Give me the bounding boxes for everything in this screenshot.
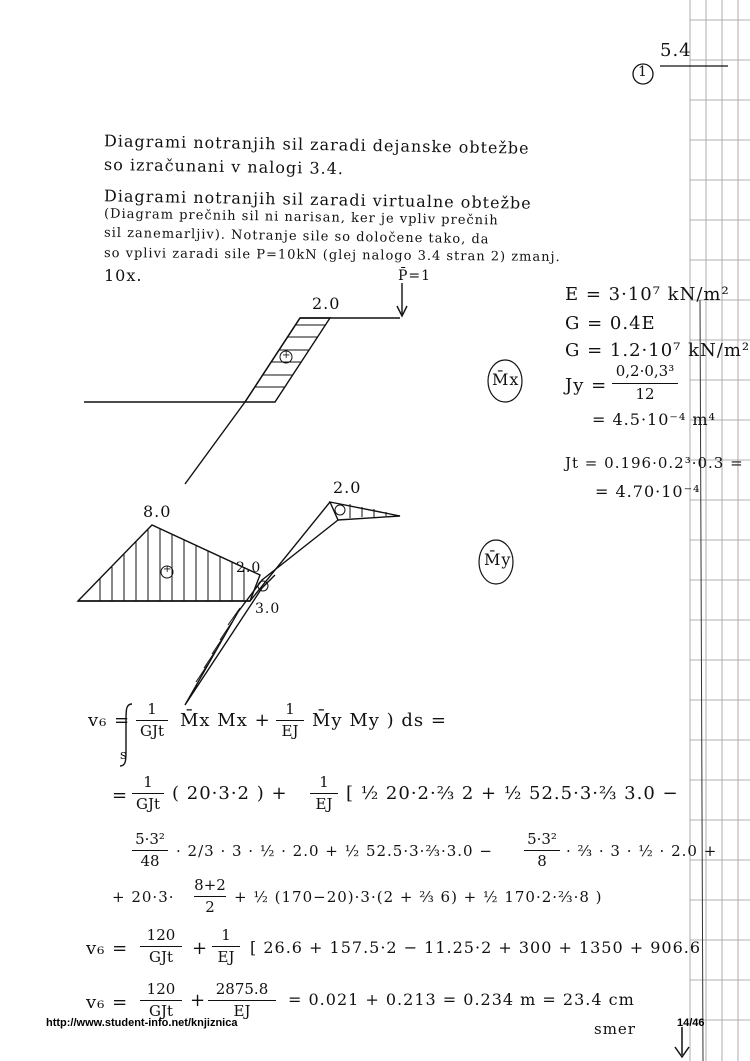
- intro-line-6: so vplivi zaradi sile P=10kN (glej nalogo 3.4 stran 2) zmanj.: [103, 246, 561, 265]
- my-value-top: 2.0: [333, 478, 362, 497]
- eq2-b-bar: [310, 793, 338, 794]
- eq3-a-bar: [132, 850, 168, 851]
- my-diagram-name: M̄y: [484, 550, 512, 569]
- eq5-plus: +: [192, 938, 209, 959]
- eq2-a-bar: [132, 793, 164, 794]
- eq3-a: · 2/3 · 3 · ½ · 2.0 + ½ 52.5·3·⅔·3.0 −: [176, 842, 493, 860]
- eq1-mid: M̄x Mx +: [180, 710, 271, 731]
- eq6-direction: smer: [594, 1020, 636, 1038]
- eq2-a-den: GJt: [135, 795, 161, 813]
- footer-page-number: 14/46: [677, 1017, 705, 1029]
- eq6-a-num: 120: [146, 980, 176, 998]
- eq5-a-den: GJt: [148, 948, 174, 966]
- eq5-lhs: v₆ =: [86, 938, 129, 959]
- my-value-mid: 2.0: [236, 560, 262, 576]
- eq6-a-den: GJt: [148, 1002, 174, 1020]
- const-jy-lhs: Jy =: [565, 375, 608, 396]
- direction-arrow-icon: [670, 1025, 694, 1061]
- intro-line-2: so izračunani v nalogi 3.4.: [103, 154, 345, 179]
- intro-line-4: (Diagram prečnih sil ni narisan, ker je vpliv prečnih: [103, 206, 499, 229]
- eq3-b-num: 5·3²: [527, 830, 557, 848]
- const-jy-result: = 4.5·10⁻⁴ m⁴: [592, 410, 716, 429]
- my-sign: +: [163, 564, 173, 575]
- my-value-low: 3.0: [255, 601, 281, 617]
- circled-number: 1: [638, 64, 648, 80]
- const-jy-bar: [612, 383, 678, 384]
- const-jt: Jt = 0.196·0.2³·0.3 =: [565, 454, 744, 472]
- eq6-result: = 0.021 + 0.213 = 0.234 m = 23.4 cm: [288, 990, 635, 1009]
- eq5-c-bar: [212, 946, 240, 947]
- const-jt-result: = 4.70·10⁻⁴: [595, 482, 701, 501]
- mx-sign: +: [282, 350, 292, 361]
- eq4-b-den: 2: [205, 898, 215, 916]
- eq2-b-num: 1: [319, 773, 329, 791]
- intro-line-5: sil zanemarljiv). Notranje sile so določene tako, da: [103, 225, 490, 248]
- eq4-b-bar: [194, 896, 226, 897]
- eq6-lhs: v₆ =: [86, 992, 129, 1013]
- intro-line-7: 10x.: [104, 266, 143, 285]
- eq3-a-den: 48: [140, 852, 160, 870]
- eq1-t2-num: 1: [285, 700, 295, 718]
- eq1-t1-num: 1: [147, 700, 157, 718]
- eq4-a: + 20·3·: [112, 888, 175, 906]
- eq3-b: · ⅔ · 3 · ½ · 2.0 +: [566, 842, 718, 860]
- eq1-t1-bar: [136, 720, 168, 721]
- mx-value-label: 2.0: [312, 294, 341, 313]
- eq4-b-num: 8+2: [194, 876, 226, 894]
- eq1-t2-den: EJ: [281, 722, 299, 740]
- eq6-b-den: EJ: [233, 1002, 251, 1020]
- page-label: 5.4: [660, 40, 692, 61]
- eq4-c: + ½ (170−20)·3·(2 + ⅔ 6) + ½ 170·2·⅔·8 ): [234, 888, 603, 906]
- mx-load-label: P̄=1: [398, 268, 432, 284]
- eq2-b: [ ½ 20·2·⅔ 2 + ½ 52.5·3·⅔ 3.0 −: [346, 783, 679, 804]
- my-value-left: 8.0: [143, 502, 172, 521]
- const-e: E = 3·10⁷ kN/m²: [565, 284, 730, 305]
- eq2-b-den: EJ: [315, 795, 333, 813]
- eq6-a-bar: [140, 1000, 182, 1001]
- eq2-a: ( 20·3·2 ) +: [172, 783, 288, 804]
- eq6-plus: +: [190, 990, 207, 1011]
- const-jy-num: 0,2·0,3³: [615, 362, 675, 380]
- eq5-a-bar: [140, 946, 182, 947]
- eq3-a-num: 5·3²: [135, 830, 165, 848]
- eq5-d: [ 26.6 + 157.5·2 − 11.25·2 + 300 + 1350 + 906.6: [250, 938, 702, 957]
- eq3-b-den: 8: [537, 852, 547, 870]
- eq5-c-num: 1: [221, 926, 231, 944]
- intro-line-1: Diagrami notranjih sil zaradi dejanske obtežbe: [103, 131, 530, 158]
- eq6-b-num: 2875.8: [215, 980, 269, 998]
- eq1-t2-bar: [276, 720, 304, 721]
- eq1-lhs: v₆ =: [88, 710, 131, 731]
- eq1-t1-den: GJt: [139, 722, 165, 740]
- const-g1: G = 0.4E: [565, 313, 656, 334]
- eq6-b-bar: [208, 1000, 276, 1001]
- eq2-a-num: 1: [143, 773, 153, 791]
- const-g2: G = 1.2·10⁷ kN/m²: [565, 340, 750, 361]
- eq5-a-num: 120: [146, 926, 176, 944]
- eq5-c-den: EJ: [217, 948, 235, 966]
- footer-url: http://www.student-info.net/knjiznica: [46, 1017, 238, 1029]
- eq1-end: M̄y My ) ds =: [312, 710, 447, 731]
- eq1-int-limit: s: [120, 748, 128, 763]
- eq3-b-bar: [524, 850, 560, 851]
- const-jy-den: 12: [635, 385, 655, 403]
- intro-line-3: Diagrami notranjih sil zaradi virtualne obtežbe: [103, 186, 532, 213]
- mx-diagram-name: M̄x: [492, 370, 520, 389]
- eq2-pre: =: [112, 785, 129, 806]
